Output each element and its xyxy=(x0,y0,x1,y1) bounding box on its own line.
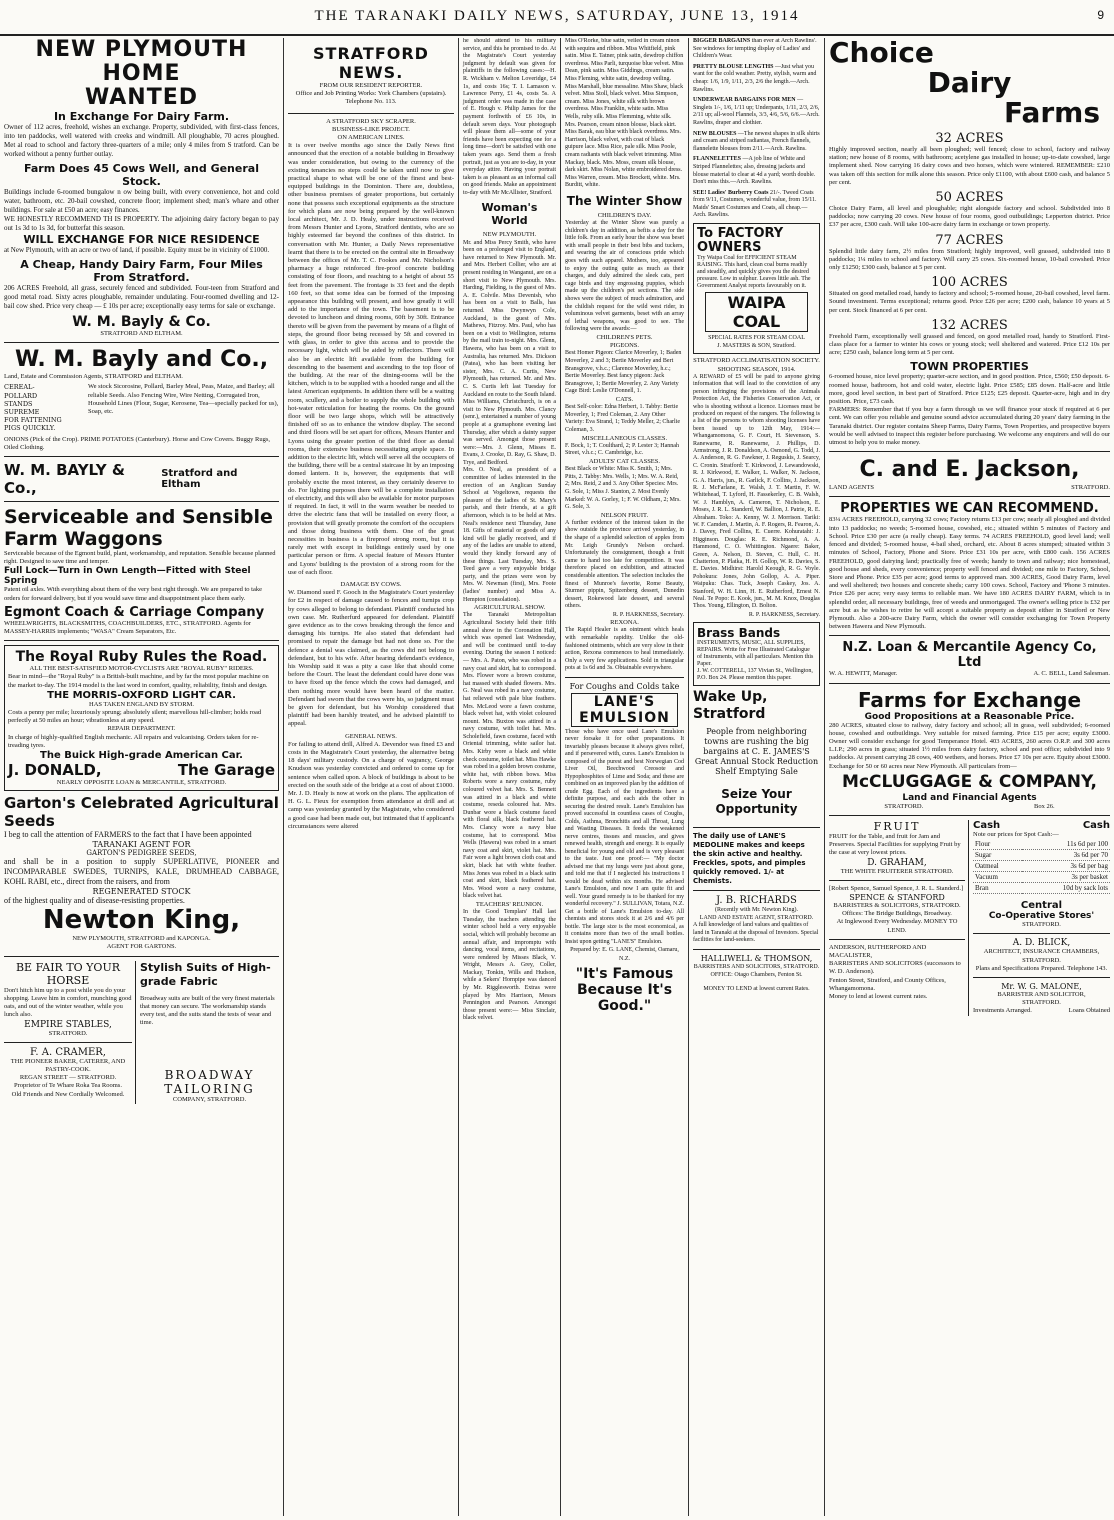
rawlins-item xyxy=(693,64,820,94)
bayly-stock-block xyxy=(4,383,279,432)
farm-desc: Choice Dairy Farm, all level and ploughable; right alongside factory and school. Subdivided into 8 paddocks; now carrying 20 cows. New house of four rooms, good outbuildings; Lepperton district. Price £37 per acre, £300 cash. Will take 100-acre dairy farm in exchange or town property. xyxy=(829,205,1110,229)
exchange-sub: Good Propositions at a Reasonable Price. xyxy=(864,711,1075,722)
rawlins-item-head: BIGGER BARGAINS xyxy=(693,38,751,44)
farms: Farms xyxy=(1003,96,1100,129)
home-wanted: WANTED xyxy=(84,85,198,110)
bayly-co-right: Stratford and Eltham xyxy=(161,468,238,491)
bottom-right xyxy=(973,820,1110,1016)
table-row xyxy=(973,861,1110,872)
home-body: Owner of 112 acres, freehold, wishes an exchange. Property, subdivided, with first-class fences, into ten paddocks, well watered with creeks and windmill. All ploughable, 70 acres ploughed. Met al road to school and factory three-quarters of a mile; only 4 miles from S tratford. Can be worked without a penny further outlay. xyxy=(4,123,279,158)
seize: Seize Your Opportunity xyxy=(715,787,798,817)
sky-sub2: ON AMERICAN LINES. xyxy=(337,134,405,142)
spence-body: At Inglewood Every Wednesday. MONEY TO LEND. xyxy=(836,918,958,934)
farm-head: Farm Does 45 Cows Well, and General Stock. xyxy=(24,162,259,188)
rawlins-item-head: UNDERWEAR BARGAINS FOR MEN xyxy=(693,97,796,104)
bayly-co: W. M. BAYLY & Co., xyxy=(4,461,125,498)
dairy: Dairy xyxy=(927,66,1012,99)
cash-item: Flour xyxy=(973,839,1022,850)
brass-head: Brass Bands xyxy=(697,626,781,641)
ruby-sub: ALL THE BEST-SATISFIED MOTOR-CYCLISTS ARE "ROYAL RUBY" RIDERS. xyxy=(29,665,254,673)
bayly-list-item: FOR FATTENING xyxy=(4,416,62,425)
garton-head: Garton's Celebrated Agricultural Seeds xyxy=(4,794,279,831)
rawlins-item-body: than ever at Arch Rawlins'. See windows for tempting display of Ladies' and Children's Wear. xyxy=(693,38,817,60)
cotterell: J. W. COTTERELL, 137 Vivian St., Wellington, P.O. Box 24. Please mention this paper. xyxy=(697,668,813,682)
befair-ad xyxy=(4,961,136,1104)
farm-desc: Splendid little dairy farm, 2½ miles from Stratford; highly improved, well grassed, subdivided into 8 paddocks; 1¼ miles to school and factory. Will carry 25 cows. Six-roomed house, 10-bail cowshed. Price only £1250; £300 cash, balance at 5 per cent. xyxy=(829,247,1110,272)
graham: D. GRAHAM, xyxy=(867,857,927,868)
accl-head: STRATFORD ACCLIMATISATION SOCIETY. xyxy=(693,357,820,365)
wagons-sub: Full Lock—Turn in Own Length—Fitted with Steel Spring xyxy=(4,566,251,587)
malone: Mr. W. G. MALONE, xyxy=(1001,981,1082,991)
bayly-co-line xyxy=(4,461,279,497)
buick: The Buick High-grade American Car. xyxy=(40,750,243,762)
rawlins-item-head: NEW BLOUSES xyxy=(693,130,737,137)
lanes-prepared: Prepared by: E. G. LANE, Chemist, Oamaru, N.Z. xyxy=(570,947,679,962)
cramer-prop: Proprietor of Te Whare Roka Tea Rooms. xyxy=(14,1082,122,1090)
central-sub: Co-Operative Stores' xyxy=(988,911,1095,922)
farm-desc: Situated on good metalled road, handy to factory and school; 5-roomed house, 20-bail cowshed, level farm. Sound investment. Terms exceptional; returns good. Price £26 per acre; £200 cash, balance 10 years at 5 per cent. Stock financed at 6 per cent. xyxy=(829,290,1110,314)
morris-body: Costs a penny per mile; luxuriously sprung; absolutely silent; marvellous hill-climber; holds road perfectly at 50 miles an hour; vibrationless at any speed. xyxy=(8,709,262,725)
morris-sub: HAS TAKEN ENGLAND BY STORM. xyxy=(89,700,194,708)
town-body: 6-roomed house, nice level property; quarter-acre section, and in good position. Price, £560; £50 deposit. 6-roomed house, bathroom, hot and cold water, electric light. Price £585; £85 down. Half-acre and little more, good level section, in best part of Stratford. Price £125; £25 deposit. Quarter-acre, high and in dry position. Price, £73 cash. xyxy=(829,373,1110,406)
accl-body: A REWARD of £5 will be paid to anyone giving information that will lead to the conviction of any person infringing the provisions of the Animals Protection Act, the Fisheries Conservation Act, or who is shooting without a licence. Licenses must be produced on request of the rangers. The following is a list of the persons to whom shooting licenses have been issued up to 12th May, 1914:— Whangamomona, G. F. Court, H. Stevenson, S. Ranewarne, R. Ranewarne, J. Phillips, D. Armstrong, J. R. Donaldson, A. Osmond, G. Todd, J. A. Anderson, R. G. Fawkner, J. Reguskis, J. Searcy, C. Cronin. Stratford: T. Kirkwood, J. Lewandowski, R. J. Kirkwood, E. Walker, L. Walker, N. Jackson, G. A. Harris, jun., R. Garlick, F. Collins, J. Jackson, R. J. McFarlane, E. Walsh, J. T. Martin, F. W. Whitehead, T. Lyford, H. Fassekerley, C. B. Walsh, W. J. Hamblyn, A. Cameron, T. Nicholson, E. Moses, J. R. L. Standerd, W. Ballion, J. Patrie, R. E. Abraham. Toko: A. Kenny, W. J. Morrison. Tariki: W. F. Camden, J. Martin, A. F. Rogers, R. Fearon, A. J. Davey, Fred Collins, E. Cuerre. Kohuratahi: J. Higginson. Douglas: R. E. Richmond, A. A. Hammond, C. O. Whittington. Ngaere: Baker, Green, A. Nelson, D. Steven, C. Hull, C. H. Chatterton, P. Platka, H. H. Gollop, W. R. Davies, S. E. Davies. Midhirst: Harold Keough, R. G. Voyle. Pohokura: Jones, John Gollop, A. A. Piper. Waipuku: Chas. Tuck, Joseph Caskey, Jos. A. Stanford, W. H. Linn, H. E. Rutherford, Ernest N. Neal. Te Popo: E. Kook, jun., M. M. Knox, Douglas Thos. Young, Ellington, D. Bolton. xyxy=(693,373,820,610)
mccluggage-left: STRATFORD. xyxy=(884,802,924,810)
garton-agent: TARANAKI AGENT FOR xyxy=(92,840,191,850)
mccluggage: McCLUGGAGE & COMPANY, xyxy=(842,771,1097,792)
richards-sub: (Recently with Mr. Newton King). xyxy=(715,907,798,914)
garton-body2: and shall be in a position to supply SUPERLATIVE, PIONEER and INCOMPARABLE SWEDES, TURNIPS, KALE, DRUMHEAD CABBAGE, KOHL RABI, etc., direct from the raisers, and from xyxy=(4,857,279,887)
ruby-head: The Royal Ruby Rules the Road. xyxy=(15,649,268,666)
farm-acres: 77 ACRES xyxy=(935,232,1004,248)
column-2 xyxy=(284,38,458,1516)
rawlins-item xyxy=(693,190,820,220)
wagons-body2: Patent oil axles. With everything about them of the very best right through. We are prepared to take orders for forward delivery, but if you would save time and disappointment place them early. xyxy=(4,586,262,602)
factory-head: To FACTORY OWNERS xyxy=(697,226,784,256)
sky-head: A STRATFORD SKY SCRAPER. xyxy=(326,117,416,125)
nz-loan: N.Z. Loan & Mercantile Agency Co, Ltd xyxy=(842,640,1097,671)
jackson: C. and E. Jackson, xyxy=(859,457,1080,483)
column-6 xyxy=(825,38,1114,1516)
column-3 xyxy=(459,38,560,1516)
adult-body: Best Black or White: Miss K. Smith, 1; Mrs. Pitts, 2. Tabby: Mrs. Wells, 1; Mrs. W. A. Reid, 2; Mrs. Reid, 2 and 3. Any Other Species: Mrs. G. Sole, 1; Miss J. Stanton, 2. Most Evenly Marked: W. A. Gorley, 1; F. W. Oldham, 2; Mrs. G. Sole, 3. xyxy=(565,466,681,511)
farm-listing xyxy=(829,233,1110,273)
brass-body: INSTRUMENTS, MUSIC, ALL SUPPLIES, REPAIRS. Write for Free Illustrated Catalogue of Instruments, with all particulars. Mention this Paper. xyxy=(697,640,814,668)
newton: Newton King, xyxy=(42,905,241,936)
farm-listing xyxy=(829,318,1110,358)
child-body: Yesterday at the Winter Show was purely a children's day in addition, as befits a day for the little folk. From an early hour the show was beset with small people in their best bibs and tuckers, and wearing the air of conscious pride which goes with such apparel. Mothers, too, appeared to enjoy the outing quite as much as their charges, and duly admired the sleek cats, pert cage birds and tiny engrossing puppies, which made up the children's pet sections. The side shows were the subject of much admiration, and the childish request for the wild west rider, in voluminous velvet garments, beset with an array of lethal weapons, was good to see. The following were the awards:— xyxy=(565,220,684,333)
bayly-list-item: POLLARD xyxy=(4,391,38,400)
bayly-list-item: SUPREME xyxy=(4,408,40,417)
rawlins-item-body: —Just what you want for the cold weather. Pretty, stylish, warm and cheap: 1/6, 1/9, 1/11, 2/3, 2/6 the length.—Arch. Rawlins. xyxy=(693,63,817,93)
rawlins-ad xyxy=(693,38,820,220)
cramer-addr: REGAN STREET — STRATFORD. xyxy=(19,1074,117,1082)
bayly-small: W. M. Bayly & Co. xyxy=(72,314,211,330)
rawlins-item-head: PRETTY BLOUSE LENGTHS xyxy=(693,63,774,70)
cash-price: 10d by sack lots xyxy=(1022,883,1110,894)
famous: "It's Famous Because It's Good." xyxy=(575,965,674,1014)
waipa-sub: SPECIAL RATES FOR STEAM COAL xyxy=(708,335,805,342)
halliwell-money: MONEY TO LEND at lowest current Rates. xyxy=(703,986,810,993)
blick-sub: ARCHITECT, INSURANCE CHAMBERS, STRATFORD. xyxy=(983,948,1100,964)
cash-header xyxy=(973,820,1110,831)
stratford-office: Office and Job Printing Works: York Chambers (upstairs). Telephone No. 113. xyxy=(295,90,447,106)
blick: A. D. BLICK, xyxy=(1012,938,1071,949)
exchange-body: at New Plymouth, with an acre or two of land, if possible. Equity must be in vicinity of £1000. xyxy=(4,246,270,254)
stylish-ad xyxy=(140,961,279,1104)
sky-sub: BUSINESS-LIKE PROJECT. xyxy=(332,125,410,133)
accl-sig: R. P. HARKNESS, Secretary. xyxy=(748,611,820,618)
bayly-list xyxy=(4,383,84,432)
town-head: TOWN PROPERTIES xyxy=(910,360,1029,374)
choice: Choice xyxy=(829,38,934,69)
farm-desc: Highly improved section, nearly all been ploughed; well fenced; close to school, factory and railway station; new house of 8 rooms, with bathroom; acetylene gas installed in house; up-to-date cowshed, large implement shed. Now carrying 16 dairy cows and two horses, which were wintered. REMEMBER: £210 was taken off this section for milk alone this season. Price only £1100, with about £600 cash, and balance 5 per cent. xyxy=(829,146,1110,186)
town-body2: FARMERS: Remember that if you buy a farm through us we will finance your stock if required at 6 per cent. We can offer you reliable and genuine sound advice accumulated during 20 years' dairy farming in the Taranaki district. Our register contains Sheep Farms, Dairy Farms, Town Properties, and prospective buyers would be well advised to inspect this register before purchasing. We welcome any enquirers and will do our utmost to help you to make money. xyxy=(829,406,1110,447)
cash-intro: Note our prices for Spot Cash:— xyxy=(973,830,1059,838)
brass-bands-ad xyxy=(693,622,820,686)
donald: J. DONALD, xyxy=(8,761,102,780)
spence-sub: BARRISTERS & SOLICITORS, STRATFORD. xyxy=(833,901,961,909)
cash-price: 11s 6d per 100 xyxy=(1022,839,1110,850)
malone-town: STRATFORD. xyxy=(1022,999,1061,1007)
fruit-body: FRUIT for the Table, and fruit for Jam and Preserves. Special Facilities for supplying Fruit by the case at very lowest prices. xyxy=(829,832,961,857)
farm-acres: 32 ACRES xyxy=(935,131,1004,146)
nelson-head: NELSON FRUIT. xyxy=(600,511,649,519)
rawlins-item-head: SEE! Ladies' Burberry Coats xyxy=(693,189,769,196)
wagons-body: Serviceable because of the Egmont build, plant, workmanship, and reputation. Sensible because planned right. Designed to save time and temper. xyxy=(4,550,276,566)
bayly-small-sub: STRATFORD AND ELTHAM. xyxy=(100,330,183,337)
cheap-head: A Cheap, Handy Dairy Farm, Four Miles From Stratford. xyxy=(20,258,263,284)
onions: ONIONS (Pick of the Crop). PRIME POTATOES (Canterbury). Horse and Cow Covers. Buggy Rugs, Oiled Clothing. xyxy=(4,435,271,451)
table-row xyxy=(973,883,1110,894)
misc-body: F. Bock, 1; T. Coulthard, 2; P. Lester 3; Hannah Street, v.h.c.; C. Cambridge, h.c. xyxy=(565,442,679,457)
cash-price: 3s per basket xyxy=(1022,872,1110,883)
lanes-body: Those who have once used Lane's Emulsion never forsake it for other preparations. It invariably pleases because it always gives relief, and if persevered with, cures. Lane's Emulsion is composed of the purest and best Norwegian Cod Liver Oil, Beechwood Creosote and Hypophosphites of Lime and Soda; and these are combined on an improved plan by the addition of crude Egg. Each of the ingredients have a definite purpose, and each aids the other in securing the desired result. Lane's Emulsion has proved successful in countless cases of Coughs, Colds, Asthma, Bronchitis and all Throat, Lung and Wasting Diseases. It feeds the weakened nerve centres, tissues and muscles, and gives renewed health, strength and energy. It is equally beneficial for young and old and is very pleasant to the taste. Just one proof:— "My doctor advised me that my lungs were just about gone, and told me that if I neglected his instructions I would be dead within six months. He advised Lane's Emulsion, and now I am quite fit and well. Your grand remedy is to be thanked for my wonderful recovery." J. SULLIVAN, Totara, N.Z. Get a bottle of Lane's Emulsion to-day. All chemists and stores stock it at 2/6 and 4/6 per bottle. The large size is the most economical, as it contains more than two of the small bottles. Insist upon getting "LANE'S" Emulsion. xyxy=(565,728,684,945)
stratford-news-sub: FROM OUR RESIDENT REPORTER. xyxy=(319,82,423,89)
bayly-big: W. M. Bayly and Co., xyxy=(14,347,269,373)
bayly-list-item: CEREAL- xyxy=(4,383,35,392)
waipa-coal-ad xyxy=(693,223,820,354)
page-number: 9 xyxy=(1097,8,1104,22)
col3-top-body: he should attend to his military service, and this he promised to do. At the Magistrate's Court yesterday judgment by default was given for plaintiffs in the following cases:—H. R. Wickham v. Melton Loveridge, £4 1s, and costs 16s; T. I. Lamason v. Lawrence Perry, £1 4s, costs 5s. A judgment order was made in the case of E. Hough v. Philip James for the payment forthwith of £6 10s, in default seven days. Your photograph will please them all—some of your friends have been expecting one for a long time—don't be satisfied with one taken years ago. Send them a fresh portrait, just as you are to-day, in your everyday attire. Having your portrait taken is as pleasant as an informal call on good friends. Make an appointment to-day with Mr McAllister, Stratford. xyxy=(463,38,556,196)
farm-body: Buildings include 6-roomed bungalow n ow being built, with every convenience, hot and cold water, bathroom, etc. 20-bail cowshed, concrete floor; implement shed; man's whare and other buildings. For sale at £50 an acre; easy finances. xyxy=(4,188,279,214)
rawlins-item-body: —The newest shapes in silk shirts and cream and striped radiantas, French flannels, flannelette blouses from 2/11.—Arch. Rawlins. xyxy=(693,130,820,152)
ruby-body: Bear in mind—the "Royal Ruby" is a British-built machine, and by far the most popular machine on the market to-day. The 1914 model is the last word in comfort, quality, reliability, finish and design. xyxy=(8,673,269,689)
garton-body1: I beg to call the attention of FARMERS to the fact that I have been appointed xyxy=(4,830,252,840)
farm-desc: Freehold Farm, exceptionally well grassed and fenced, on good metalled road, handy to Stratford. First-class place for a farmer to winter his cows or young stock; well sheltered and watered. Price £12 10s per acre; £250 cash, balance long term at 5 per cent. xyxy=(829,332,1110,357)
repair-body: In charge of highly-qualified English mechanic. All repairs and vulcanising. Orders taken for re-treading tyres. xyxy=(8,733,259,749)
cats-head: CATS. xyxy=(615,395,634,403)
befair-body: Don't hitch him up to a post while you do your shopping. Leave him in comfort, munching good oats, and out of the winter weather, while you lunch also. xyxy=(4,986,132,1019)
waipa-logo: WAIPA COAL xyxy=(705,292,808,332)
halliwell-office: OFFICE: Otago Chambers, Fenton St. xyxy=(710,971,803,978)
col4-top-body: Miss O'Rorke, blue satin, veiled in cream ninon with sequins and ribbon. Miss Whitfield, pink satin. Miss E. Tatner, pink satin, dewdrop chiffon overdress. Miss Parli, turquoise blue velvet. Miss Dean, pink satin. Miss Giddings, cream satin. Miss Fleming, white satin, dewdrop veiling. Miss Marshall, blue messaline. Miss Shaw, black velvet. Miss Stoll, black velvet. Miss Simpson, cream. Miss Jones, white silk with brown overdress. Miss Franklin, white satin. Miss Wells, ruby silk. Miss Flemming, white silk. Mrs. Pearson, cream ninon blouse, black skirt. Miss Barak, eau blue with black overdress. Mrs. Harrison, black velvet, with coat of black guipure lace. Miss Rice, pale silk. Miss Poole, cream radiants with black velvet trimming. Miss Mackay, black. Mrs. Moss, cream silk blouse, dark skirt. Miss Nolan, white embroidered dress. Miss Warren, cream. Miss Brockett, white. Mrs. Burditt, white. xyxy=(565,38,684,189)
rawlins-item-body: —A job line of White and Striped Flannelettes; also, dressing jackets and blouse material to clear at 4d a yard; worth double. Don't miss this.—Arch. Rawlins. xyxy=(693,156,816,186)
cramer-welcome: Old Friends and New Cordially Welcomed. xyxy=(11,1090,125,1098)
cash-item: Vacuum xyxy=(973,872,1022,883)
garton-body3: of the highest quality and of disease-resisting properties. xyxy=(4,896,185,906)
farm-recommend: WE HONESTLY RECOMMEND TH IS PROPERTY. The adjoining dairy factory began to pay out 1s 3d to 1s 3d, for butterfat this season. xyxy=(4,215,279,232)
garton-regen: REGENERATED STOCK xyxy=(92,887,191,897)
cash-item: Sugar xyxy=(973,850,1022,861)
egmont-sub: WHEELWRIGHTS, BLACKSMITHS, COACHBUILDERS, ETC., STRATFORD. Agents for MASSEY-HARRIS implements; "WASA" Cream Separators, Etc. xyxy=(4,619,251,636)
nz-loan-line xyxy=(829,670,1110,678)
rawlins-item xyxy=(693,156,820,186)
farm-acres: 50 ACRES xyxy=(935,190,1004,206)
empire-sub: STRATFORD. xyxy=(48,1029,88,1037)
np-body2: Mrs. O. Neal, as president of a committee of ladies interested in the erection of an Anglican Sunday School at Vogeltown, requests the pleasure of the ladies of St. Mary's parish, and their friends, at a gift afternoon, which is to be held at Mrs. Neal's residence next Thursday, June 18. Gifts of material or goods of any kind will be gladly received, and if any of the ladies are unable to attend, would they kindly forward any of these things. Last Tuesday, Mrs. S. Teed gave a very enjoyable bridge party, and the prizes were won by Mrs. W. Newman (first), Mrs. Foote (ladies' number) and Miss A. Hempton (consolation). xyxy=(463,467,556,603)
jackson-left: LAND AGENTS xyxy=(829,484,874,492)
malone-investments: Investments Arranged. xyxy=(973,1007,1032,1015)
cows-head: DAMAGE BY COWS. xyxy=(340,580,402,588)
farm-acres: 132 ACRES xyxy=(931,317,1008,333)
cash-price: 3s 6d per bag xyxy=(1022,861,1110,872)
bayly-list-item: STANDS xyxy=(4,399,33,408)
bottom-left xyxy=(829,820,969,1016)
newton-sub: NEW PLYMOUTH, STRATFORD and KAPONGA. xyxy=(72,935,211,943)
exchange-body: 280 ACRES, situated close to railway, dairy factory and school; all in grass, well subdivided; 6-roomed house, cowshed and outbuildings. Very suitable for mixed farming. Price £15 per acre; equity £3000. Owner will consider exchange for good Temperance Hotel. 403 ACRES, 260 acres O.R.P. and 300 acres L.I.P.; 290 acres in grass; situated 1½ miles from dairy factory, school and post office; subdivided into 9 paddocks. At present carrying 28 cows, 400 wethers, and horses. Price £7 10s per acre. Equity about £3000. Exchange for 50 or 60 acres near New Plymouth. All particulars from— xyxy=(829,721,1110,770)
cramer-sub: THE PIONEER BAKER, CATERER, AND PASTRY-COOK. xyxy=(10,1057,126,1073)
lanes-logo: LANE'S EMULSION xyxy=(571,693,678,727)
cramer: F. A. CRAMER, xyxy=(30,1046,106,1058)
farm-listing xyxy=(829,190,1110,230)
broadway: BROADWAY TAILORING xyxy=(164,1067,255,1096)
malone-loans: Loans Obtained xyxy=(1068,1007,1110,1015)
cash-price-table xyxy=(973,839,1110,894)
garage: The Garage xyxy=(177,761,275,780)
anderson: ANDERSON, RUTHERFORD AND MACALISTER, xyxy=(829,943,927,959)
stylish-head: Stylish Suits of High-grade Fabric xyxy=(140,960,271,988)
morris: THE MORRIS-OXFORD LIGHT CAR. xyxy=(47,689,236,701)
halliwell-sub: BARRISTERS AND SOLICITORS, STRATFORD. xyxy=(693,963,820,970)
repair: REPAIR DEPARTMENT. xyxy=(107,725,176,733)
halliwell: HALLIWELL & THOMSON, xyxy=(700,953,813,963)
malone-sub: BARRISTER AND SOLICITOR, xyxy=(997,990,1086,998)
rawlins-item xyxy=(693,97,820,127)
spence-head: [Robert Spence, Samuel Spence, J. R. L. Standerd.] xyxy=(829,884,964,892)
masters: J. MASTERS & SON, Stratford. xyxy=(717,343,796,350)
general-head: GENERAL NEWS. xyxy=(345,732,397,740)
rawlins-item-head: FLANNELETTES xyxy=(693,156,742,163)
cheap-body: 206 ACRES Freehold, all grass, securely fenced and subdivided. Four-teen from Stratford and good metal road. Sixty acres ploughable, remainder undulating. Four-roomed dwelling and 12-bail cow shed. Price very cheap — £ 10s per acre; exceptionally easy terms for sale or exchange. xyxy=(4,284,279,310)
table-row xyxy=(973,839,1110,850)
befair-head: BE FAIR TO YOUR HORSE xyxy=(15,960,121,987)
nz-loan-left: W. A. HEWITT, Manager. xyxy=(829,670,898,678)
farm-listing xyxy=(829,131,1110,187)
winter-show-head: The Winter Show xyxy=(566,193,683,208)
farm-listing xyxy=(829,275,1110,315)
teachers-body: In the Good Templars' Hall last Tuesday, the teachers attending the winter school held a very enjoyable social, which will probably become an annual affair, and impromptu with dancing, vocal items, and recitations, were rendered by Misses Black, V. Wright, Messrs A. Grey, Coller, Mackay, Tonkin, Wills and Hudson, while a Sekers' Hornpipe was danced by Mr. Rigglesworth. Extras were played by Mrs Harrison, Messrs Pennington and Pearson. Amongst those present were:— Miss Sinclair, black velvet. xyxy=(463,909,556,1022)
richards: J. B. RICHARDS xyxy=(716,895,797,907)
anderson-sub: BARRISTERS AND SOLICITORS (successors to W. D. Anderson). xyxy=(829,960,961,976)
column-1 xyxy=(0,38,283,1516)
graham-sub: THE WHITE FRUITERER STRATFORD. xyxy=(840,867,954,875)
rawlins-item xyxy=(693,131,820,154)
accl-sub: SHOOTING SEASON, 1914. xyxy=(717,365,796,373)
masthead xyxy=(0,0,1114,36)
wake-head: Wake Up, Stratford xyxy=(693,689,768,723)
mccluggage-line xyxy=(829,803,1110,811)
child-head: CHILDREN'S DAY. xyxy=(597,211,652,219)
misc-head: MISCELLANEOUS CLASSES. xyxy=(581,434,668,442)
table-row xyxy=(973,872,1110,883)
womans-world-head: Woman's World xyxy=(481,201,538,228)
donald-line xyxy=(8,761,275,779)
malone-line xyxy=(973,1007,1110,1015)
wagons-head: Serviceable and Sensible Farm Waggons xyxy=(4,506,273,551)
bayly-big-sub: Land, Estate and Commission Agents, STRATFORD and ELTHAM. xyxy=(4,373,183,381)
garton-agent2: GARTON'S PEDIGREE SEEDS, xyxy=(86,849,197,858)
mccluggage-right: Box 26. xyxy=(1034,802,1055,810)
cash-head-right: Cash xyxy=(1082,819,1110,831)
np-body: Mr. and Miss Percy Smith, who have been on a prolonged visit to England, have returned to New Plymouth. Mr. and Mrs. Herbert Collier, who are at present residing in Wanganui, are on a short visit to New Plymouth. Mrs. Harding, Fielding, is the guest of Mrs. A. E. Colvile. Miss Devenish, who has been on a visit to Balls, has returned. Miss Dwynwyn Cole, Auckland, is the guest of Mrs. Mathews, Fitzroy. Mrs. Paul, who has been on a visit to Wellington, returns by the mail train to-night. Mrs. Glenn, Hawera, who has been on a visit to Australia, has returned. Mrs. Dickson (Patea), who has been visiting her sister, Mrs. C. A. Curtis, New Plymouth, has returned. Mr. and Mrs. C. S. Curtis left last Tuesday for Auckland en route to the South Island. Miss Williams, Christchurch, is on a visit to New Plymouth. Mrs. Clancy (senr.), entertained a number of young people at a gramaphone evening last Thursday, after which a dainty supper was served. Amongst those present were:—Mrs. J. Glenn, Misses E. Evans, J. Crooke, D. Ray, G. Shaw, D. Trye, and Bedford. xyxy=(463,239,556,466)
cash-item: Oatmeal xyxy=(973,861,1022,872)
pets-sub: PIGEONS. xyxy=(609,342,640,350)
spence-office: Offices: The Bridge Buildings, Broadway. xyxy=(842,910,952,918)
np-head: NEW PLYMOUTH. xyxy=(482,231,537,239)
stylish-body: Broadway suits are built of the very finest materials that money can secure. The workmanship stands every test, and the suits stand the tests of wear and time. xyxy=(140,994,275,1027)
teachers-head: TEACHERS' REUNION. xyxy=(475,900,544,908)
pets-body: Best Homer Pigeon: Clarice Moverley, 1; Baden Moverley, 2 and 3; Bertie Moverley and Bert Bransgrove, v.h.c.; Clarence Moverley, h.c.; Bertie Moverley. Best fancy pigeon: Jack Bransgrove, 1; Bertie Moverley, 2. Any Variety Cage Bird: Leslie O'Donnell, 1. xyxy=(565,350,682,395)
farm-acres: 100 ACRES xyxy=(931,275,1008,291)
masthead-title: THE TARANAKI DAILY NEWS, SATURDAY, JUNE 13, 1914 xyxy=(314,8,800,24)
ruby-ad xyxy=(4,645,279,791)
pets-head: CHILDREN'S PETS. xyxy=(596,333,653,341)
rexona-body: The Rapid Healer is an ointment which heals with remarkable rapidity. Unlike the old-fashioned ointments, which are very slow in their action, Rexona commences to heal immediately. Only a very few applications. Sold in triangular pots at 1s 6d and 3s. Obtainable everywhere. xyxy=(565,627,684,672)
props-body: 83¼ ACRES FREEHOLD, carrying 32 cows; Factory returns £13 per cow; nearly all ploughed and divided into 13 paddocks; no weeds; 5-roomed house, cowshed, etc.; situated within 5 minutes of Factory and School. Price £30 per acre (a really cheap). Easy terms. 74 ACRES FREEHOLD, good level land; well fenced and divided; 5-roomed house, 4-bail shed, orchard, etc. About 8 acres stumped; situated within 3 minutes of School, Factory, Phone and Store. Price £31 10s per acre, with £800 cash. 156 ACRES FREEHOLD, good dairying land; practically free of weeds; handy to town and railway; nice homestead, good house and sheds, every convenience; property well fenced and divided; one mile to Factory, School, Store and Phone. Price £35 per acre; good terms to approved man. 300 ACRES, Good Dairy Farm, level and well sheltered; two houses and concrete sheds; carry 100 cows. School, Factory and 'Phone 3 minutes. Price £26 per acre; very easy terms to reliable man. We have 180 ACRES DAIRY FARM, which is in splendid order, all necessary buildings, free of weeds and unmortgaged. The owner's selling price is £32 per acre but as he wishes to retire he will accept a suitable property as deposit either in Stratford or New Plymouth. Also a 200-acre Dairy Farm, which the owner will consider exchanging for Town Property between Hawera and New Plymouth. xyxy=(829,516,1110,631)
bayly-stock: We stock Sicorosine, Pollard, Barley Meal, Peas, Maize, and Barley; all reliable Seeds. Also Fencing Wire, Wire Netting, Corrugated Iron, Household Lines (Flour, Sugar, Kerosene, Tea—specially packed for us), Soap, etc. xyxy=(88,383,279,416)
sky-body: It is over twelve months ago since the Daily News first announced that the erection of a notable building in Broadway was under consideration, but owing to the currency of the existing tenancies no steps could be taken until now to give practical shape to what will be one of the finest and best-equipped buildings in the Dominion. There are, doubtless, other business premises of greater proportions, but certainly none that possess such exceptional equipments as the structure for which plans are now being prepared by the well-known local architect, Mr. J. D. Healy, under instructions received from Messrs Hunter and Lyons, Stratford dentists, who are so highly esteemed far beyond the confines of this district. In conversation with Mr. Hunter, a Daily News representative learnt that there is to be erected on the central site in Broadway between the offices of Mr. T. C. Fookes and Mr. Nicholson's pharmacy a huge reinforced fire-proof concrete building consisting of four floors, and reaching to a height of about 55 feet from the pavement. The frontage is 33 feet and the depth 160 feet, so that some idea can be formed of the imposing appearance this building will present, and how greatly it will add to the importance of the town. The basement is to be devoted to luncheon and dining rooms, 60ft by 30ft. Entrance thereto will be given from the pavement by means of a flight of steps, the ground floor being recessed by 5ft and covered in with glass, in order to give this access and to provide the necessary light, which will be aided by reflectors. There will also be an electric lift available from the building for descending to the basement and ascending to the top floor of the building. At the rear of the dining-rooms will be the kitchen, which is to be supplied with a hooded range and all the latest American equipments. In addition there will be a waiting room, scullery, and a boiler to supply the whole building with hot-water reticulation for heating the rooms. On the ground floor will be two large shops, which will be attractively finished off so as to enhance the window display. The second and third floors will be set apart for offices, Messrs Hunter and Lyons using the greater portion of the third floor as dental rooms, their extensive business necessitating ample space. In addition to the electric lift, which will serve all the occupiers of the building, there will be a central staircase lit by an imposing domed lantern. It is, however, the equipments that will probably excite the most interest, as they certainly deserve to do. For lighting purposes there will be a complete installation of electricity, and this will also be available for motor purposes if required. In fact, it will in the warm weather be needed to drive the electric fans that will be installed on every floor, a provision that will greatly promote the comfort of the occupiers and those doing business with them. One of the great necessities in business is a fireproof strong room, but it is rarely met with except in buildings entirely used by one particular person or firm. A special feature of Messrs Hunter and Lyons' building is the provision of a strong room for the use of each floor. xyxy=(288,142,454,576)
cash-price: 3s 6d per 70 xyxy=(1022,850,1110,861)
fruit: FRUIT xyxy=(873,819,921,833)
agri-body: The Taranaki Metropolitan Agricultural Society held their fifth annual show in the Coronation Hall, which was opened last Wednesday, and will be continued until to-day evening. During the season I noticed:— Mrs. A. Paton, who was robed in a navy coat and skirt, hat to correspond. Mrs. Flower wore a brown costume, hat massed with shaded flowers. Mrs. G. Neal was robed in a navy costume, hat relieved with pale blue feathers. Mrs. McLeod wore a fawn costume, black velvet hat, with violet coloured mount. Mrs. Buxton was attired in a navy costume, with toilet hat. Mrs. Scholefield, fawn costume, faced with Oriental trimming, white sailor hat. Mrs. Kirby wore a black and white check costume, toilet hat. Miss Hawke was robed in a golden brown costume, white hat, with ribbon bows. Miss Roberts wore a navy costume, ruby coloured velvet hat. Mrs. S. Bennett was attired in a black and white costume, reseda coloured hat. Mrs. Dunbar wore a black costume faced with floral silk, black feathered hat. Mrs. Clancy wore a navy blue costume, hat to correspond. Miss Wells (Hawera) was robed in a smart navy coat and skirt, violet hat. Mrs. Fair wore a light brown cloth coat and skirt, black hat with white feather. Miss Jones was robed in a black satin coat and skirt, black feathered hat. Mrs. Wood wore a navy costume, black velvet hat. xyxy=(463,612,556,900)
mccluggage-sub: Land and Financial Agents xyxy=(902,792,1037,803)
wake-body: People from neighboring towns are rushing the big bargains at C. E. JAMES'S Great Annual Stock Reduction Shelf Emptying Sale xyxy=(694,727,819,777)
props-head: PROPERTIES WE CAN RECOMMEND. xyxy=(840,501,1099,517)
anderson-addr: Fenton Street, Stratford, and County Offices, Whangamomona. xyxy=(829,976,946,992)
exchange-head: Farms for Exchange xyxy=(857,687,1082,712)
cash-item: Bran xyxy=(973,883,1022,894)
jackson-right: STRATFORD. xyxy=(1071,484,1110,492)
jackson-line xyxy=(829,484,1110,492)
rawlins-item-body: —Singlets 1/-, 1/6, 1/11 up; Underpants, 1/11, 2/3, 2/6, 2/11 up; all-wool Flannels, 3/3, 4/6, 5/6, 6/6.—Arch. Rawlins, draper and clothier. xyxy=(693,97,820,126)
bottom-grid xyxy=(829,820,1110,1016)
central-town: STRATFORD. xyxy=(1022,921,1061,929)
agri-head: AGRICULTURAL SHOW. xyxy=(473,604,546,612)
rexona-head: REXONA. xyxy=(610,619,639,627)
donald-sub: NEARLY OPPOSITE LOAN & MERCANTILE, STRATFORD. xyxy=(56,779,227,787)
nz-loan-right: A. C. BELL, Land Salesman. xyxy=(1033,670,1110,678)
column-5 xyxy=(689,38,824,1516)
cash-head-left: Cash xyxy=(973,819,1001,831)
richards-body: A full knowledge of land values and qualities of land in Taranaki at the disposal of Investors. Special facilities for land-seekers. xyxy=(693,922,819,944)
empire: EMPIRE STABLES, xyxy=(24,1019,112,1030)
central: Central xyxy=(1020,900,1063,912)
nelson-sig: R. P. HARKNESS, Secretary. xyxy=(612,612,684,619)
rawlins-item xyxy=(693,38,820,61)
cows-body: W. Diamond sued F. Gooch in the Magistrate's Court yesterday for £2 in respect of damage caused to fences and turnips crop by cows alleged to belong to defendant. Plaintiff conducted his own case. Mr. Rutherfurd appeared for defendant. Plaintiff gave evidence as to the cows breaking through the fence and damaging his turnips. He also stated that defendant had promised to repair the damage but had not done so. For the defence a denial was claimed, as the cows did not belong to defendant, but to his wife. After hearing defendant's evidence, his Worship said it was a pity a case like that should come before the Court. The least the defendant could have done was to have fixed up the fence which the cows had damaged, and then nothing more would have been heard of the matter. Defendant had sworn that the cows were his, so judgment must be given for defendant, but his Worship considered that plaintiff had been harshly treated, and he advised plaintiff to appeal. xyxy=(288,589,454,728)
rawlins-item-body: 21/-. Tweed Coats from 9/11, Costumes, wonderful value, from 15/11. Maids' Smart Costumes and Coats, all cheap.—Arch. Rawlins. xyxy=(693,189,817,219)
newton-sub2: AGENT FOR GARTONS. xyxy=(106,943,177,951)
medoline: The daily use of LANE'S MEDOLINE makes and keeps the skin active and healthy. Freckles, spots, and pimples quickly removed. 1/- at Chemists. xyxy=(693,832,806,886)
stratford-news-title: STRATFORD NEWS. xyxy=(313,44,429,82)
home-title: NEW PLYMOUTH HOME xyxy=(35,38,248,86)
spence: SPENCE & STANFORD xyxy=(849,892,945,902)
table-row xyxy=(973,850,1110,861)
bottom-ads xyxy=(4,961,279,1104)
nelson-body: A further evidence of the interest taken in the show outside the province arrived yesterday, in the shape of a splendid selection of apples from Mr. Leigh Grundy's Nelson orchard. Unfortunately the consignment, though a fruit came to hand too late for competition. It was therefore placed on exhibition, and attracted considerable attention. The selection includes the finest of Munroe's favorite, Rome Beauty, Sturmer pippin, Spitzenberg dessert, Dunedin dessert, Rokewood late dessert, and several others. xyxy=(565,519,684,610)
exchange-head: WILL EXCHANGE FOR NICE RESIDENCE xyxy=(23,233,260,246)
column-4 xyxy=(561,38,688,1516)
anderson-money: Money to lend at lowest current rates. xyxy=(829,993,928,1000)
adult-head: ADULTS' CAT CLASSES. xyxy=(588,457,661,465)
factory-body: Try Waipa Coal for EFFICIENT STEAM RAISING. This hard, clean coal burns readily and steadily, and quickly gives you the desired pressure. Low in sulphur. Leaves little ash. The Government Analyst reports favourably on it. xyxy=(697,255,811,290)
egmont: Egmont Coach & Carriage Company xyxy=(4,604,265,620)
coughs-head: For Coughs and Colds take xyxy=(569,681,680,691)
home-exchange: In Exchange For Dairy Farm. xyxy=(53,110,230,123)
broadway-sub: COMPANY, STRATFORD. xyxy=(172,1095,247,1103)
blick-body: Plans and Specifications Prepared. Telephone 143. xyxy=(975,964,1108,972)
cats-body: Best Self-color: Edna Herbert, 1. Tabby: Bertie Moverley, 1; Fred Coleman, 2. Any Other Variety: Eva Strand, 1; Teddy Meller, 2; Charlie Coleman, 3. xyxy=(565,404,681,433)
general-body: For failing to attend drill, Alfred A. Devendor was fined £3 and costs in the Magistrate's Court yesterday, the alternative being 18 days' military custody. On a charge of vagrancy, George Knudson was yesterday convicted and ordered to come up for sentence when called upon. A block of buildings is about to be erected on the south side of the bridge at a cost of about £1000. Mr. J. D. Healy is now at work on the plans. The application of H. G. L. Fieux for exemption from attendance at drill and at camp was yesterday granted by the Magistrate, who considered a good case had been made out, but intimated that if applicant's circumstances were altered xyxy=(288,740,454,830)
bayly-list-item: PIGS QUICKLY. xyxy=(4,424,56,433)
richards-land: LAND AND ESTATE AGENT, STRATFORD. xyxy=(699,915,814,922)
